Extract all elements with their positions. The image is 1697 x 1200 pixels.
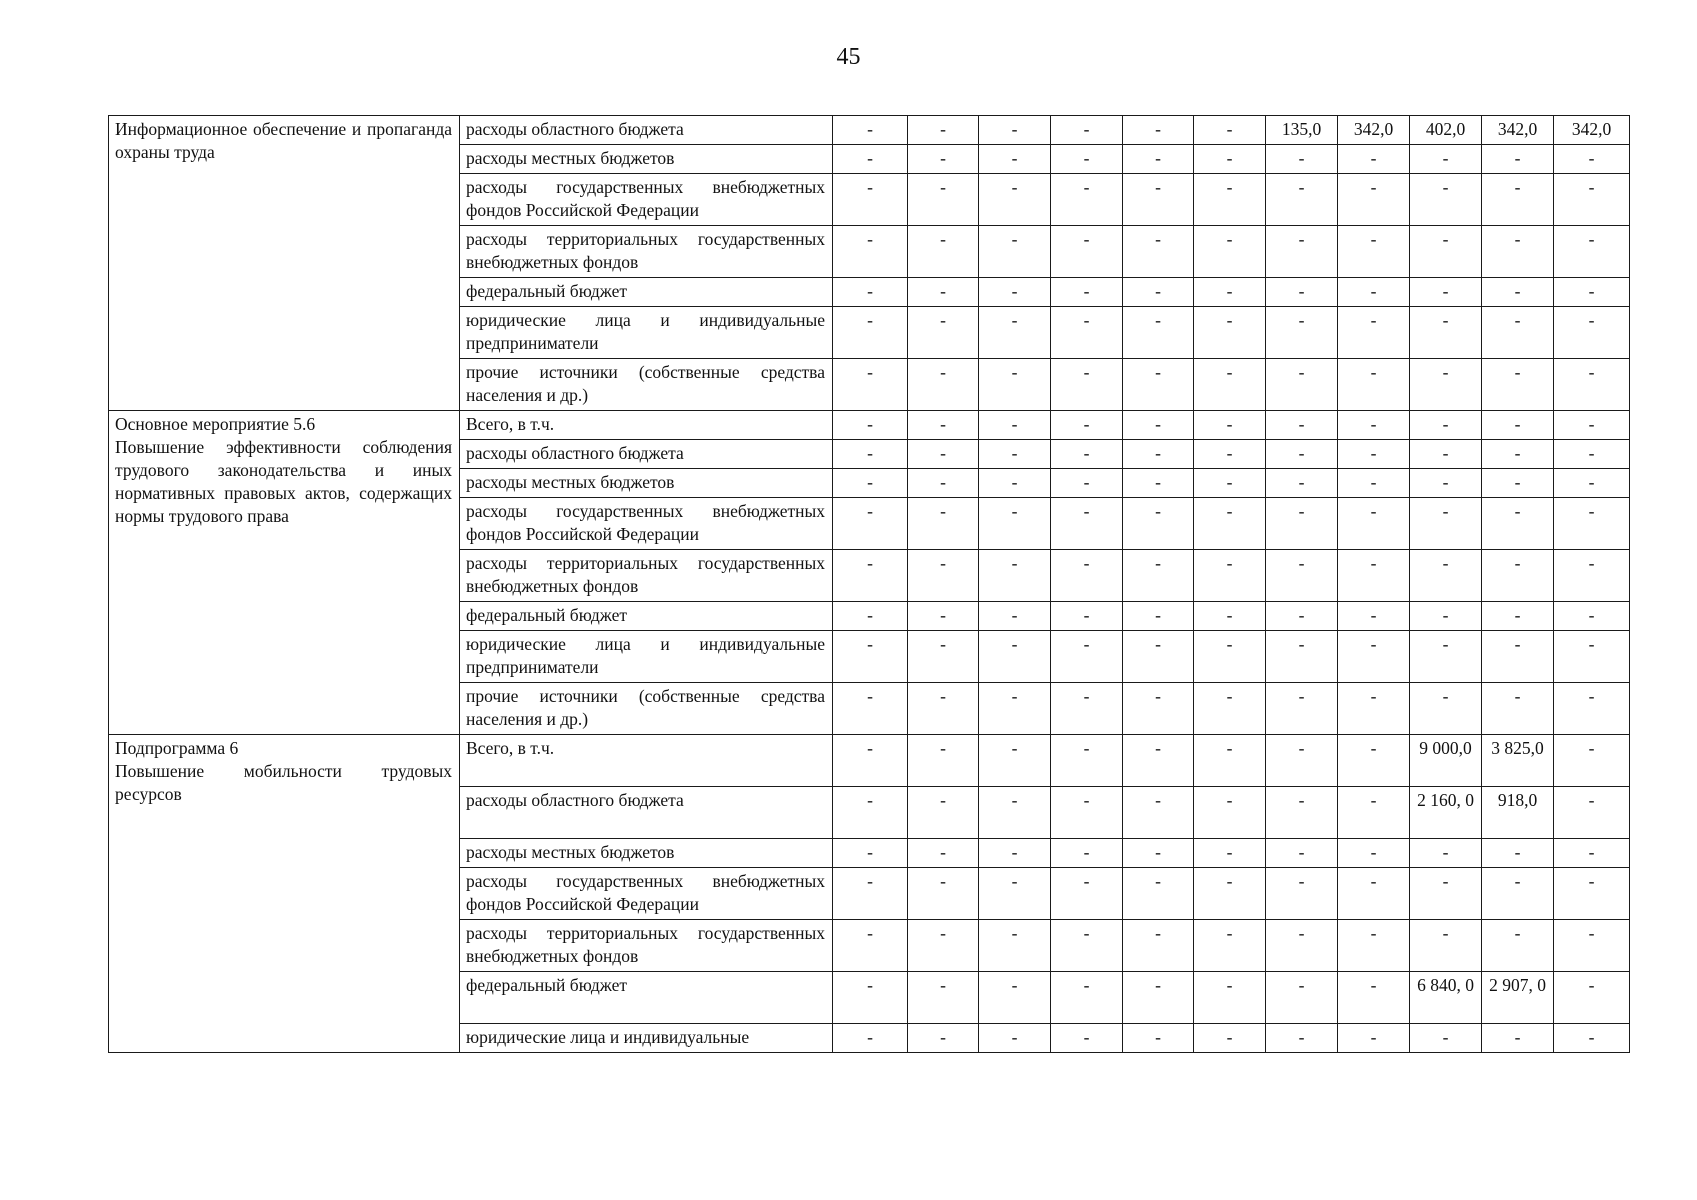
value-cell: - (1194, 868, 1266, 920)
value-cell: - (908, 550, 979, 602)
value-cell: - (1123, 440, 1194, 469)
value-cell: - (1051, 307, 1123, 359)
value-cell: - (1123, 920, 1194, 972)
funding-source-cell: расходы территориальных государственных внебюджетных фондов (460, 920, 833, 972)
value-cell: - (1482, 920, 1554, 972)
value-cell: - (1338, 683, 1410, 735)
value-cell: - (1482, 839, 1554, 868)
value-cell: - (833, 683, 908, 735)
value-cell: - (979, 469, 1051, 498)
value-cell: - (1554, 174, 1630, 226)
value-cell: - (1410, 868, 1482, 920)
value-cell: - (908, 411, 979, 440)
value-cell: - (1554, 550, 1630, 602)
value-cell: - (908, 116, 979, 145)
value-cell: 2 907, 0 (1482, 972, 1554, 1024)
value-cell: - (833, 839, 908, 868)
value-cell: - (833, 440, 908, 469)
value-cell: - (1410, 278, 1482, 307)
value-cell: - (979, 226, 1051, 278)
value-cell: - (1051, 735, 1123, 787)
value-cell: - (833, 498, 908, 550)
value-cell: - (1482, 174, 1554, 226)
value-cell: - (1266, 469, 1338, 498)
value-cell: - (833, 868, 908, 920)
funding-source-cell: расходы государственных внебюджетных фондов Российской Федерации (460, 868, 833, 920)
value-cell: - (833, 972, 908, 1024)
value-cell: - (1338, 469, 1410, 498)
value-cell: - (1554, 868, 1630, 920)
value-cell: - (1410, 920, 1482, 972)
value-cell: - (1554, 411, 1630, 440)
value-cell: - (1051, 787, 1123, 839)
value-cell: - (908, 226, 979, 278)
value-cell: - (1482, 226, 1554, 278)
value-cell: - (1482, 1024, 1554, 1053)
funding-source-cell: расходы областного бюджета (460, 440, 833, 469)
value-cell: - (1123, 868, 1194, 920)
value-cell: - (1482, 550, 1554, 602)
value-cell: - (908, 602, 979, 631)
value-cell: - (1410, 359, 1482, 411)
value-cell: - (1123, 787, 1194, 839)
value-cell: - (833, 145, 908, 174)
value-cell: - (1338, 868, 1410, 920)
value-cell: 918,0 (1482, 787, 1554, 839)
value-cell: - (1554, 839, 1630, 868)
value-cell: - (833, 116, 908, 145)
value-cell: - (1194, 469, 1266, 498)
value-cell: - (1194, 920, 1266, 972)
value-cell: - (979, 145, 1051, 174)
value-cell: - (908, 1024, 979, 1053)
value-cell: - (1338, 839, 1410, 868)
value-cell: - (1266, 278, 1338, 307)
value-cell: - (1123, 498, 1194, 550)
value-cell: - (908, 631, 979, 683)
value-cell: - (1410, 307, 1482, 359)
value-cell: - (1266, 972, 1338, 1024)
value-cell: - (1554, 307, 1630, 359)
value-cell: - (1051, 1024, 1123, 1053)
value-cell: - (1338, 787, 1410, 839)
value-cell: - (1554, 226, 1630, 278)
funding-source-cell: расходы территориальных государственных внебюджетных фондов (460, 226, 833, 278)
value-cell: - (1194, 145, 1266, 174)
value-cell: - (1194, 226, 1266, 278)
value-cell: 342,0 (1554, 116, 1630, 145)
value-cell: - (833, 602, 908, 631)
value-cell: - (833, 359, 908, 411)
value-cell: - (833, 550, 908, 602)
funding-source-cell: юридические лица и индивидуальные (460, 1024, 833, 1053)
value-cell: - (833, 787, 908, 839)
value-cell: - (908, 307, 979, 359)
value-cell: - (1482, 498, 1554, 550)
value-cell: - (1410, 550, 1482, 602)
value-cell: - (1554, 440, 1630, 469)
value-cell: - (1482, 359, 1554, 411)
value-cell: - (1051, 145, 1123, 174)
value-cell: - (1123, 735, 1194, 787)
value-cell: - (979, 683, 1051, 735)
value-cell: - (1051, 498, 1123, 550)
funding-source-cell: расходы местных бюджетов (460, 145, 833, 174)
value-cell: - (1266, 839, 1338, 868)
value-cell: - (908, 145, 979, 174)
value-cell: - (1554, 787, 1630, 839)
value-cell: - (979, 972, 1051, 1024)
funding-source-cell: федеральный бюджет (460, 602, 833, 631)
value-cell: - (908, 359, 979, 411)
value-cell: - (1554, 920, 1630, 972)
value-cell: - (1266, 498, 1338, 550)
value-cell: - (1123, 839, 1194, 868)
value-cell: 402,0 (1410, 116, 1482, 145)
value-cell: - (908, 735, 979, 787)
value-cell: - (1410, 1024, 1482, 1053)
value-cell: - (1266, 550, 1338, 602)
value-cell: - (979, 116, 1051, 145)
value-cell: - (1410, 602, 1482, 631)
value-cell: - (1051, 868, 1123, 920)
value-cell: - (979, 550, 1051, 602)
value-cell: - (1051, 226, 1123, 278)
funding-source-cell: федеральный бюджет (460, 278, 833, 307)
value-cell: - (908, 868, 979, 920)
value-cell: - (979, 602, 1051, 631)
value-cell: - (833, 307, 908, 359)
value-cell: - (1051, 683, 1123, 735)
value-cell: - (1554, 1024, 1630, 1053)
funding-source-cell: Всего, в т.ч. (460, 411, 833, 440)
value-cell: - (979, 735, 1051, 787)
value-cell: - (1123, 411, 1194, 440)
value-cell: - (1338, 602, 1410, 631)
value-cell: - (1338, 972, 1410, 1024)
value-cell: - (1554, 145, 1630, 174)
value-cell: - (833, 278, 908, 307)
funding-source-cell: расходы областного бюджета (460, 116, 833, 145)
value-cell: - (833, 631, 908, 683)
value-cell: - (1123, 226, 1194, 278)
value-cell: - (979, 839, 1051, 868)
value-cell: - (979, 174, 1051, 226)
table-row (109, 116, 1630, 145)
value-cell: - (1338, 411, 1410, 440)
value-cell: - (1554, 631, 1630, 683)
value-cell: - (1554, 359, 1630, 411)
funding-source-cell: расходы государственных внебюджетных фондов Российской Федерации (460, 498, 833, 550)
funding-source-cell: юридические лица и индивидуальные предприниматели (460, 307, 833, 359)
program-title-line: Подпрограмма 6 (115, 738, 239, 758)
value-cell: - (833, 1024, 908, 1053)
table-row (109, 411, 1630, 440)
value-cell: - (1410, 469, 1482, 498)
value-cell: - (908, 787, 979, 839)
value-cell: - (1554, 735, 1630, 787)
value-cell: - (1194, 1024, 1266, 1053)
value-cell: - (908, 972, 979, 1024)
value-cell: - (1051, 116, 1123, 145)
value-cell: - (1410, 174, 1482, 226)
value-cell: - (833, 226, 908, 278)
value-cell: - (1051, 469, 1123, 498)
value-cell: - (1194, 440, 1266, 469)
value-cell: - (1123, 550, 1194, 602)
value-cell: - (1123, 116, 1194, 145)
value-cell: - (1338, 1024, 1410, 1053)
value-cell: - (1194, 307, 1266, 359)
value-cell: - (1338, 145, 1410, 174)
value-cell: - (1410, 411, 1482, 440)
value-cell: - (979, 307, 1051, 359)
value-cell: - (1194, 411, 1266, 440)
value-cell: - (1338, 631, 1410, 683)
value-cell: - (1123, 469, 1194, 498)
page-number: 45 (836, 44, 861, 70)
value-cell: - (1123, 1024, 1194, 1053)
funding-source-cell: Всего, в т.ч. (460, 735, 833, 787)
value-cell: - (1123, 145, 1194, 174)
value-cell: - (1123, 683, 1194, 735)
value-cell: - (1410, 440, 1482, 469)
value-cell: - (908, 469, 979, 498)
value-cell: - (1410, 683, 1482, 735)
value-cell: - (1266, 602, 1338, 631)
value-cell: 3 825,0 (1482, 735, 1554, 787)
value-cell: - (1194, 735, 1266, 787)
value-cell: - (1051, 972, 1123, 1024)
funding-source-cell: расходы местных бюджетов (460, 839, 833, 868)
value-cell: - (1194, 631, 1266, 683)
value-cell: - (833, 735, 908, 787)
program-cell (109, 116, 460, 411)
funding-source-cell: юридические лица и индивидуальные предприниматели (460, 631, 833, 683)
value-cell: - (1194, 278, 1266, 307)
program-title-line: Повышение мобильности трудовых ресурсов (115, 761, 452, 804)
value-cell: - (1051, 278, 1123, 307)
value-cell: - (1123, 602, 1194, 631)
funding-source-cell: расходы государственных внебюджетных фондов Российской Федерации (460, 174, 833, 226)
value-cell: - (1338, 498, 1410, 550)
value-cell: - (833, 920, 908, 972)
value-cell: - (1266, 868, 1338, 920)
value-cell: - (908, 683, 979, 735)
value-cell: - (833, 411, 908, 440)
value-cell: - (1338, 440, 1410, 469)
value-cell: - (979, 498, 1051, 550)
value-cell: - (1554, 469, 1630, 498)
value-cell: - (1051, 550, 1123, 602)
value-cell: 6 840, 0 (1410, 972, 1482, 1024)
program-cell (109, 735, 460, 1053)
value-cell: 135,0 (1266, 116, 1338, 145)
value-cell: - (1266, 787, 1338, 839)
value-cell: - (1194, 116, 1266, 145)
value-cell: - (1194, 972, 1266, 1024)
value-cell: - (1194, 498, 1266, 550)
value-cell: 9 000,0 (1410, 735, 1482, 787)
value-cell: - (1051, 602, 1123, 631)
value-cell: - (908, 920, 979, 972)
value-cell: - (1338, 278, 1410, 307)
value-cell: - (1123, 278, 1194, 307)
value-cell: - (1266, 920, 1338, 972)
value-cell: - (1482, 278, 1554, 307)
value-cell: - (979, 411, 1051, 440)
value-cell: - (1051, 440, 1123, 469)
program-title-line: Информационное обеспечение и пропаганда охраны труда (115, 119, 452, 162)
program-title-line: Повышение эффективности соблюдения трудового законодательства и иных нормативных правовых актов, содержащих нормы трудового права (115, 437, 452, 526)
funding-source-cell: расходы местных бюджетов (460, 469, 833, 498)
value-cell: - (1123, 307, 1194, 359)
value-cell: - (1482, 602, 1554, 631)
value-cell: - (1123, 359, 1194, 411)
value-cell: - (908, 440, 979, 469)
value-cell: - (979, 920, 1051, 972)
value-cell: - (1554, 683, 1630, 735)
funding-source-cell: расходы областного бюджета (460, 787, 833, 839)
value-cell: - (1338, 920, 1410, 972)
value-cell: - (1123, 174, 1194, 226)
value-cell: - (979, 440, 1051, 469)
value-cell: - (1482, 411, 1554, 440)
value-cell: - (1266, 226, 1338, 278)
value-cell: - (1123, 972, 1194, 1024)
funding-source-cell: прочие источники (собственные средства населения и др.) (460, 359, 833, 411)
value-cell: - (1554, 498, 1630, 550)
value-cell: - (1194, 787, 1266, 839)
funding-source-cell: федеральный бюджет (460, 972, 833, 1024)
value-cell: 2 160, 0 (1410, 787, 1482, 839)
value-cell: - (1051, 839, 1123, 868)
value-cell: - (908, 174, 979, 226)
value-cell: - (1194, 683, 1266, 735)
value-cell: - (1410, 839, 1482, 868)
value-cell: - (1482, 469, 1554, 498)
value-cell: - (833, 174, 908, 226)
value-cell: - (1051, 411, 1123, 440)
value-cell: - (1554, 278, 1630, 307)
value-cell: - (979, 787, 1051, 839)
value-cell: - (1051, 631, 1123, 683)
budget-table (108, 115, 1630, 1053)
value-cell: - (1266, 411, 1338, 440)
value-cell: - (1338, 226, 1410, 278)
value-cell: - (1338, 307, 1410, 359)
value-cell: - (908, 839, 979, 868)
value-cell: - (1266, 631, 1338, 683)
funding-source-cell: прочие источники (собственные средства населения и др.) (460, 683, 833, 735)
value-cell: - (1266, 735, 1338, 787)
value-cell: - (1482, 440, 1554, 469)
value-cell: - (908, 498, 979, 550)
value-cell: - (1410, 631, 1482, 683)
value-cell: - (1266, 683, 1338, 735)
value-cell: - (1266, 359, 1338, 411)
value-cell: - (1554, 602, 1630, 631)
value-cell: - (1266, 440, 1338, 469)
value-cell: - (1194, 839, 1266, 868)
program-cell (109, 411, 460, 735)
value-cell: - (1410, 226, 1482, 278)
value-cell: - (1266, 1024, 1338, 1053)
value-cell: - (833, 469, 908, 498)
table-row (109, 735, 1630, 787)
value-cell: - (979, 278, 1051, 307)
value-cell: - (1338, 735, 1410, 787)
value-cell: - (1194, 550, 1266, 602)
value-cell: - (1338, 174, 1410, 226)
value-cell: - (1338, 550, 1410, 602)
value-cell: - (1338, 359, 1410, 411)
value-cell: - (1482, 683, 1554, 735)
value-cell: - (1194, 359, 1266, 411)
value-cell: - (1482, 307, 1554, 359)
funding-source-cell: расходы территориальных государственных внебюджетных фондов (460, 550, 833, 602)
value-cell: - (1554, 972, 1630, 1024)
value-cell: - (1051, 174, 1123, 226)
value-cell: 342,0 (1482, 116, 1554, 145)
program-title-line: Основное мероприятие 5.6 (115, 414, 316, 434)
value-cell: - (1266, 145, 1338, 174)
value-cell: - (1266, 307, 1338, 359)
value-cell: - (1051, 359, 1123, 411)
value-cell: - (1194, 602, 1266, 631)
value-cell: - (979, 359, 1051, 411)
value-cell: - (1410, 498, 1482, 550)
value-cell: - (1194, 174, 1266, 226)
value-cell: - (979, 1024, 1051, 1053)
value-cell: - (1482, 631, 1554, 683)
value-cell: - (979, 631, 1051, 683)
value-cell: - (908, 278, 979, 307)
value-cell: - (1123, 631, 1194, 683)
value-cell: - (1482, 145, 1554, 174)
value-cell: - (979, 868, 1051, 920)
value-cell: - (1266, 174, 1338, 226)
value-cell: - (1410, 145, 1482, 174)
value-cell: - (1051, 920, 1123, 972)
value-cell: - (1482, 868, 1554, 920)
value-cell: 342,0 (1338, 116, 1410, 145)
